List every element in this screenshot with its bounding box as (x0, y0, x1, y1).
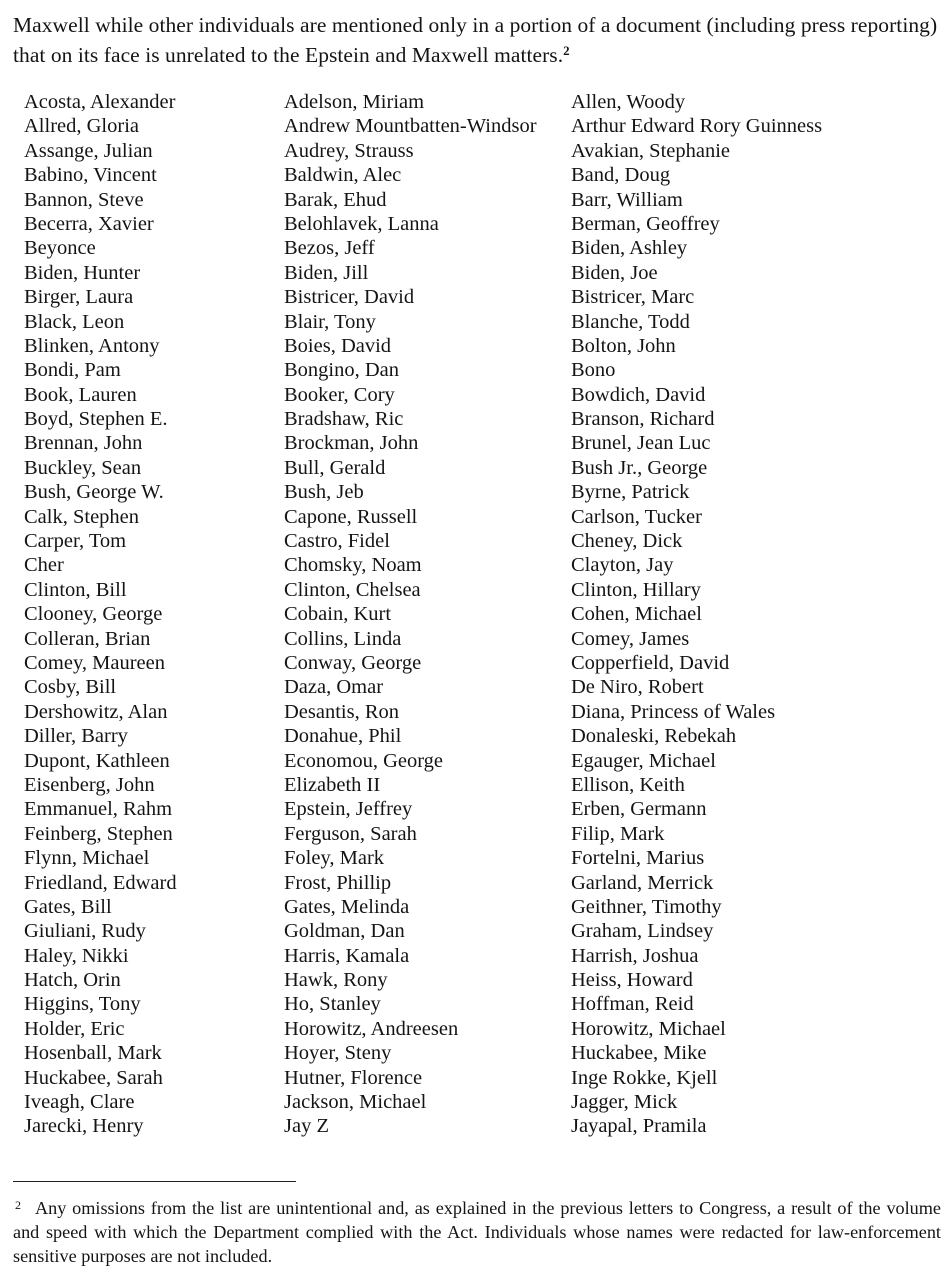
name-entry: Cohen, Michael (571, 603, 702, 626)
name-entry: Berman, Geoffrey (571, 212, 720, 235)
intro-paragraph (13, 10, 938, 70)
name-entry: Assange, Julian (24, 139, 153, 162)
name-entry: Barak, Ehud (284, 188, 387, 211)
name-entry: Branson, Richard (571, 408, 715, 431)
name-entry: Biden, Jill (284, 261, 369, 284)
name-entry: Band, Doug (571, 164, 671, 187)
name-entry: Jagger, Mick (571, 1091, 678, 1114)
name-entry: Birger, Laura (24, 286, 134, 309)
footnote (13, 1196, 941, 1269)
name-entry: Book, Lauren (24, 383, 137, 406)
name-entry: Comey, James (571, 627, 690, 650)
name-entry: Fortelni, Marius (571, 847, 705, 870)
name-entry: Huckabee, Sarah (24, 1066, 163, 1089)
name-entry: Hutner, Florence (284, 1066, 423, 1089)
name-entry: Donahue, Phil (284, 725, 402, 748)
name-entry: Beyonce (24, 237, 96, 260)
footnote-number: 2 (15, 1198, 21, 1212)
name-entry: Hosenball, Mark (24, 1042, 162, 1065)
name-entry: Bannon, Steve (24, 188, 144, 211)
name-entry: Garland, Merrick (571, 871, 714, 894)
name-entry: Erben, Germann (571, 798, 707, 821)
name-entry: Dupont, Kathleen (24, 749, 170, 772)
name-entry: De Niro, Robert (571, 676, 704, 699)
name-entry: Booker, Cory (284, 383, 395, 406)
name-entry: Colleran, Brian (24, 627, 151, 650)
name-entry: Egauger, Michael (571, 749, 716, 772)
names-column-1 (24, 90, 177, 1139)
name-entry: Emmanuel, Rahm (24, 798, 173, 821)
name-entry: Hatch, Orin (24, 969, 121, 992)
name-entry: Diana, Princess of Wales (571, 700, 776, 723)
name-entry: Cosby, Bill (24, 676, 117, 699)
name-entry: Cher (24, 554, 64, 577)
name-entry: Harrish, Joshua (571, 944, 699, 967)
name-entry: Bistricer, David (284, 286, 415, 309)
name-entry: Bondi, Pam (24, 359, 121, 382)
name-entry: Epstein, Jeffrey (284, 798, 413, 821)
name-entry: Brockman, John (284, 432, 419, 455)
name-entry: Desantis, Ron (284, 700, 400, 723)
footnote-text: Any omissions from the list are unintentional and, as explained in the previous letters to Congress, a result of the volume and speed with which the Department complied with the Act. Individuals whose names were redacted for law-enforcement sensitive purposes are not included. (13, 1198, 941, 1267)
name-entry: Byrne, Patrick (571, 481, 690, 504)
name-entry: Ellison, Keith (571, 773, 685, 796)
name-entry: Elizabeth II (284, 773, 381, 796)
footnote-reference: 2 (563, 43, 570, 58)
name-entry: Jayapal, Pramila (571, 1115, 707, 1138)
name-entry: Boyd, Stephen E. (24, 408, 168, 431)
name-entry: Hoffman, Reid (571, 993, 694, 1016)
name-entry: Heiss, Howard (571, 969, 693, 992)
name-entry: Bolton, John (571, 334, 676, 357)
name-entry: Becerra, Xavier (24, 212, 154, 235)
name-entry: Conway, George (284, 651, 422, 674)
name-entry: Bezos, Jeff (284, 237, 375, 260)
name-entry: Brennan, John (24, 432, 143, 455)
names-column-3 (571, 90, 822, 1139)
name-entry: Flynn, Michael (24, 847, 150, 870)
name-entry: Adelson, Miriam (284, 91, 425, 113)
names-list (0, 90, 952, 1150)
name-entry: Carper, Tom (24, 530, 127, 553)
name-entry: Bradshaw, Ric (284, 408, 404, 431)
name-entry: Clinton, Chelsea (284, 578, 421, 601)
name-entry: Boies, David (284, 334, 392, 357)
name-entry: Huckabee, Mike (571, 1042, 707, 1065)
name-entry: Carlson, Tucker (571, 505, 702, 528)
name-entry: Jay Z (284, 1115, 329, 1138)
name-entry: Brunel, Jean Luc (571, 432, 711, 455)
name-entry: Audrey, Strauss (284, 139, 414, 162)
name-entry: Horowitz, Michael (571, 1017, 726, 1040)
name-entry: Barr, William (571, 188, 683, 211)
name-entry: Allred, Gloria (24, 115, 139, 138)
names-column-2 (284, 90, 537, 1139)
name-entry: Belohlavek, Lanna (284, 212, 439, 235)
name-entry: Hoyer, Steny (284, 1042, 392, 1065)
name-entry: Dershowitz, Alan (24, 700, 168, 723)
name-entry: Eisenberg, John (24, 773, 155, 796)
name-entry: Buckley, Sean (24, 456, 142, 479)
name-entry: Feinberg, Stephen (24, 822, 173, 845)
name-entry: Calk, Stephen (24, 505, 140, 528)
name-entry: Andrew Mountbatten-Windsor (284, 115, 537, 138)
name-entry: Bush Jr., George (571, 456, 708, 479)
name-entry: Donaleski, Rebekah (571, 725, 737, 748)
name-entry: Castro, Fidel (284, 530, 390, 553)
name-entry: Jackson, Michael (284, 1091, 427, 1114)
name-entry: Clayton, Jay (571, 554, 674, 577)
name-entry: Cheney, Dick (571, 530, 683, 553)
name-entry: Ferguson, Sarah (284, 822, 417, 845)
name-entry: Avakian, Stephanie (571, 139, 731, 162)
name-entry: Allen, Woody (571, 91, 686, 113)
name-entry: Copperfield, David (571, 651, 730, 674)
footnote-divider (13, 1181, 296, 1182)
name-entry: Clinton, Bill (24, 578, 127, 601)
name-entry: Biden, Joe (571, 261, 658, 284)
name-entry: Arthur Edward Rory Guinness (571, 115, 823, 138)
name-entry: Bush, Jeb (284, 481, 364, 504)
name-entry: Clooney, George (24, 603, 163, 626)
name-entry: Horowitz, Andreesen (284, 1017, 459, 1040)
name-entry: Economou, George (284, 749, 444, 772)
name-entry: Black, Leon (24, 310, 125, 333)
name-entry: Capone, Russell (284, 505, 418, 528)
name-entry: Clinton, Hillary (571, 578, 701, 601)
name-entry: Jarecki, Henry (24, 1115, 144, 1138)
name-entry: Higgins, Tony (24, 993, 141, 1016)
name-entry: Holder, Eric (24, 1017, 125, 1040)
name-entry: Friedland, Edward (24, 871, 177, 894)
name-entry: Daza, Omar (284, 676, 384, 699)
name-entry: Geithner, Timothy (571, 895, 722, 918)
name-entry: Bull, Gerald (284, 456, 386, 479)
name-entry: Graham, Lindsey (571, 920, 714, 943)
name-entry: Iveagh, Clare (24, 1091, 135, 1114)
name-entry: Babino, Vincent (24, 164, 157, 187)
name-entry: Goldman, Dan (284, 920, 405, 943)
name-entry: Blinken, Antony (24, 334, 160, 357)
name-entry: Biden, Hunter (24, 261, 141, 284)
name-entry: Baldwin, Alec (284, 164, 402, 187)
name-entry: Harris, Kamala (284, 944, 410, 967)
name-entry: Bistricer, Marc (571, 286, 695, 309)
name-entry: Bush, George W. (24, 481, 164, 504)
name-entry: Gates, Bill (24, 895, 112, 918)
name-entry: Acosta, Alexander (24, 91, 176, 113)
name-entry: Chomsky, Noam (284, 554, 422, 577)
name-entry: Foley, Mark (284, 847, 385, 870)
name-entry: Bongino, Dan (284, 359, 400, 382)
name-entry: Filip, Mark (571, 822, 665, 845)
name-entry: Biden, Ashley (571, 237, 688, 260)
intro-text: Maxwell while other individuals are mentioned only in a portion of a document (including press reporting) that on its face is unrelated to the Epstein and Maxwell matters. (13, 13, 938, 67)
name-entry: Comey, Maureen (24, 651, 165, 674)
name-entry: Blair, Tony (284, 310, 376, 333)
name-entry: Collins, Linda (284, 627, 402, 650)
name-entry: Hawk, Rony (284, 969, 388, 992)
name-entry: Giuliani, Rudy (24, 920, 146, 943)
name-entry: Blanche, Todd (571, 310, 690, 333)
name-entry: Haley, Nikki (24, 944, 129, 967)
name-entry: Gates, Melinda (284, 895, 410, 918)
name-entry: Diller, Barry (24, 725, 128, 748)
name-entry: Bono (571, 359, 616, 382)
name-entry: Ho, Stanley (284, 993, 381, 1016)
name-entry: Cobain, Kurt (284, 603, 392, 626)
name-entry: Inge Rokke, Kjell (571, 1066, 718, 1089)
name-entry: Frost, Phillip (284, 871, 392, 894)
name-entry: Bowdich, David (571, 383, 706, 406)
